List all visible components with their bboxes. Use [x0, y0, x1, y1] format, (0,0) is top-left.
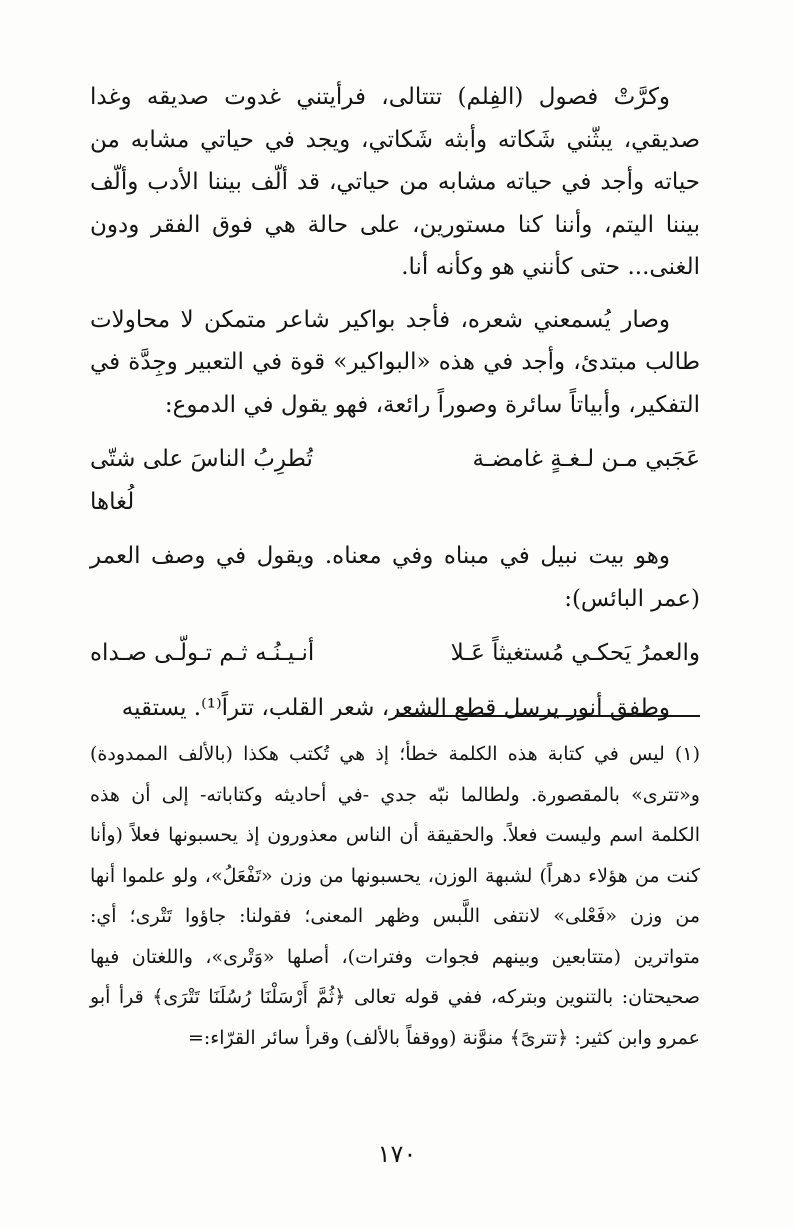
verse-1-first-hemistich: عَجَبي مـن لـغـةٍ غامضـة [472, 446, 700, 472]
paragraph-2: وصار يُسمعني شعره، فأجد بواكير شاعر متمكن لا محاولات طالب مبتدئ، وأجد في هذه «البواكير» قوة في التعبير وجِدَّة في التفكير، وأبياتاً سائرة وصوراً رائعة، فهو يقول في الدموع: [90, 306, 700, 418]
main-text [90, 76, 700, 729]
verse-1-second-hemistich: تُطرِبُ الناسَ على شتّى لُغاها [90, 446, 313, 515]
paragraph-4: وطفق أنور يرسل قطع الشعر، شعر القلب، تتراً⁽¹⁾. يستقيه [121, 694, 670, 721]
verse-2-second-hemistich: أنـيـنُـه ثـم تـولّـى صـداه [90, 640, 315, 666]
paragraph-3: وهو بيت نبيل في مبناه وفي معناه. ويقول في وصف العمر (عمر البائس): [90, 543, 700, 612]
footnote: (١) ليس في كتابة هذه الكلمة خطأ؛ إذ هي تُكتب هكذا (بالألف الممدودة) و«تترى» بالمقصورة. ولطالما نبّه جدي -في أحاديثه وكتاباته- إلى أن هذه الكلمة اسم وليست فعلاً. والحقيقة أن الناس معذورون إذ يحسبونها فعلاً (وأنا كنت من هؤلاء دهراً) لشبهة الوزن، يحسبونها من وزن «تَفْعَلُ»، ولو علموا أنها من وزن «فَعْلى» لانتفى اللَّبس وظهر المعنى؛ فقولنا: جاؤوا تَتْرى؛ أي: متواترين (متتابعين وبينهم فجوات وفترات)، أصلها «وَتْرى»، واللغتان فيها صحيحتان: بالتنوين وبتركه، ففي قوله تعالى ﴿ثُمَّ أَرْسَلْنَا رُسُلَنَا تَتْرَى﴾ قرأ أبو عمرو وابن كثير: ﴿تترىً﴾ منوَّنة (ووقفاً بالألف) وقرأ سائر القرّاء:= [90, 743, 700, 1049]
page-number: ١٧٠ [377, 1140, 417, 1168]
paragraph-1: وكرَّتْ فصول (الفِلم) تتتالى، فرأيتني غدوت صديقه وغدا صديقي، يبثّني شَكاته وأبثه شَكاتي، ويجد في حياتي مشابه من حياته وأجد في حياته مشابه من حياتي، قد ألّف بيننا الأدب وألّف بيننا اليتم، وأننا كنا مستورين، على حالة هي فوق الفقر ودون الغنى... حتى كأنني هو وكأنه أنا. [90, 84, 700, 280]
verse-2 [90, 632, 700, 675]
verse-1 [90, 438, 700, 523]
verse-2-first-hemistich: والعمرُ يَحكـي مُستغيثاً عَـلا [450, 640, 700, 666]
footnote-separator [395, 715, 700, 717]
